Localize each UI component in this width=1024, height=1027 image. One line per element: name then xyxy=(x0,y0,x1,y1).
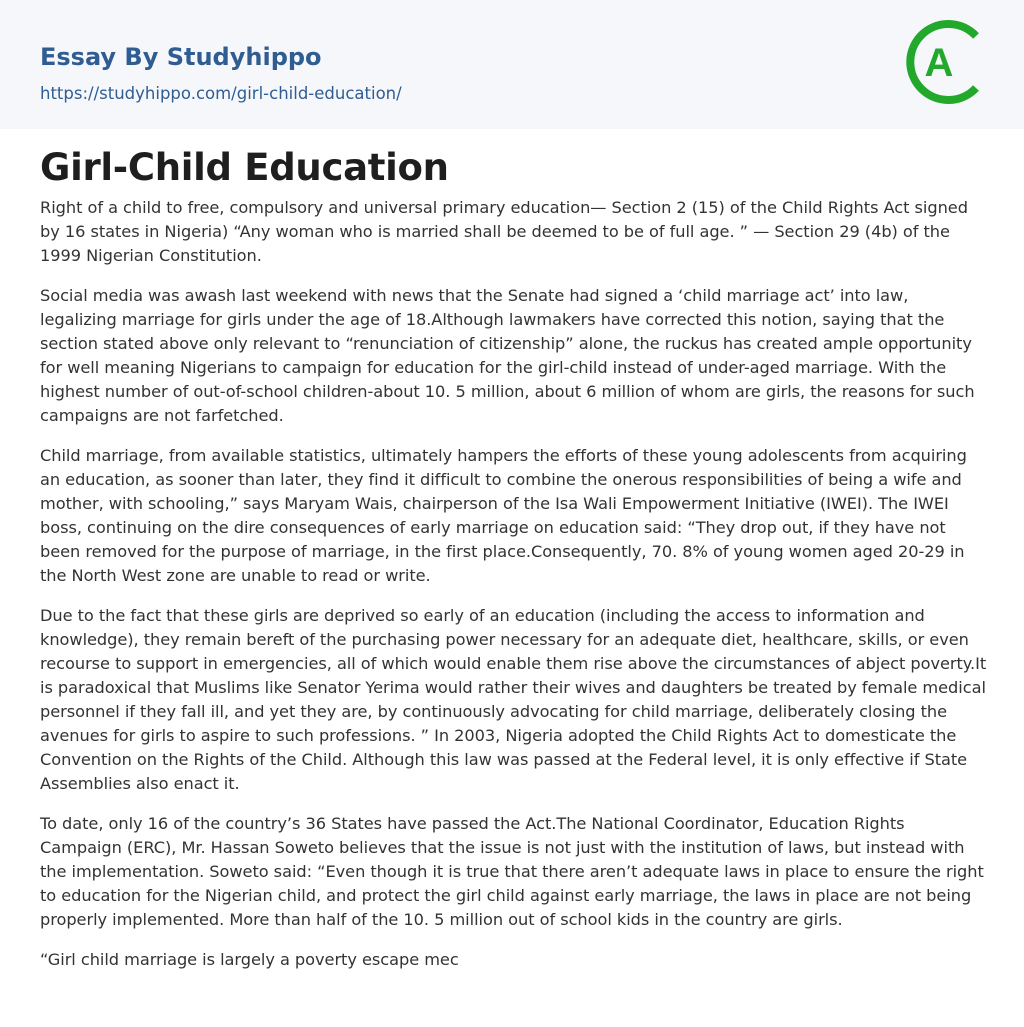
article-paragraph: Social media was awash last weekend with news that the Senate had signed a ‘child marriage act’ into law, legalizing marriage for girls under the age of 18.Although lawmakers have corrected this notion, saying that the section stated above only relevant to “renunciation of citizenship” alone, the ruckus has created ample opportunity for well meaning Nigerians to campaign for education for the girl-child instead of under-aged marriage. With the highest number of out-of-school children-about 10. 5 million, about 6 million of whom are girls, the reasons for such campaigns are not farfetched. xyxy=(40,286,975,425)
article-paragraph: “Girl child marriage is largely a poverty escape mec xyxy=(40,950,459,969)
studyhippo-logo-icon[interactable] xyxy=(902,18,990,106)
site-header xyxy=(0,0,1024,129)
article-paragraph: Right of a child to free, compulsory and universal primary education— Section 2 (15) of the Child Rights Act signed by 16 states in Nigeria) “Any woman who is married shall be deemed to be of full age. ” — Section 29 (4b) of the 1999 Nigerian Constitution. xyxy=(40,198,968,265)
article xyxy=(40,142,988,988)
logo-letter: A xyxy=(924,41,954,85)
article-title: Girl-Child Education xyxy=(40,146,449,189)
site-brand[interactable]: Essay By Studyhippo xyxy=(40,43,322,71)
article-paragraph: Due to the fact that these girls are deprived so early of an education (including the access to information and knowledge), they remain bereft of the purchasing power necessary for an adequate diet, healthcare, skills, or even recourse to support in emergencies, all of which would enable them rise above the circumstances of abject poverty.It is paradoxical that Muslims like Senator Yerima would rather their wives and daughters be treated by female medical personnel if they fall ill, and yet they are, by continuously advocating for child marriage, deliberately closing the avenues for girls to aspire to such professions. ” In 2003, Nigeria adopted the Child Rights Act to domesticate the Convention on the Rights of the Child. Although this law was passed at the Federal level, it is only effective if State Assemblies also enact it. xyxy=(40,606,987,793)
page-url-link[interactable]: https://studyhippo.com/girl-child-education/ xyxy=(40,84,402,103)
article-paragraph: To date, only 16 of the country’s 36 States have passed the Act.The National Coordinator, Education Rights Campaign (ERC), Mr. Hassan Soweto believes that the issue is not just with the institution of laws, but instead with the implementation. Soweto said: “Even though it is true that there aren’t adequate laws in place to ensure the right to education for the Nigerian child, and protect the girl child against early marriage, the laws in place are not being properly implemented. More than half of the 10. 5 million out of school kids in the country are girls. xyxy=(40,814,984,929)
article-paragraph: Child marriage, from available statistics, ultimately hampers the efforts of these young adolescents from acquiring an education, as sooner than later, they find it difficult to combine the onerous responsibilities of being a wife and mother, with schooling,” says Maryam Wais, chairperson of the Isa Wali Empowerment Initiative (IWEI). The IWEI boss, continuing on the dire consequences of early marriage on education said: “They drop out, if they have not been removed for the purpose of marriage, in the first place.Consequently, 70. 8% of young women aged 20-29 in the North West zone are unable to read or write. xyxy=(40,446,967,585)
